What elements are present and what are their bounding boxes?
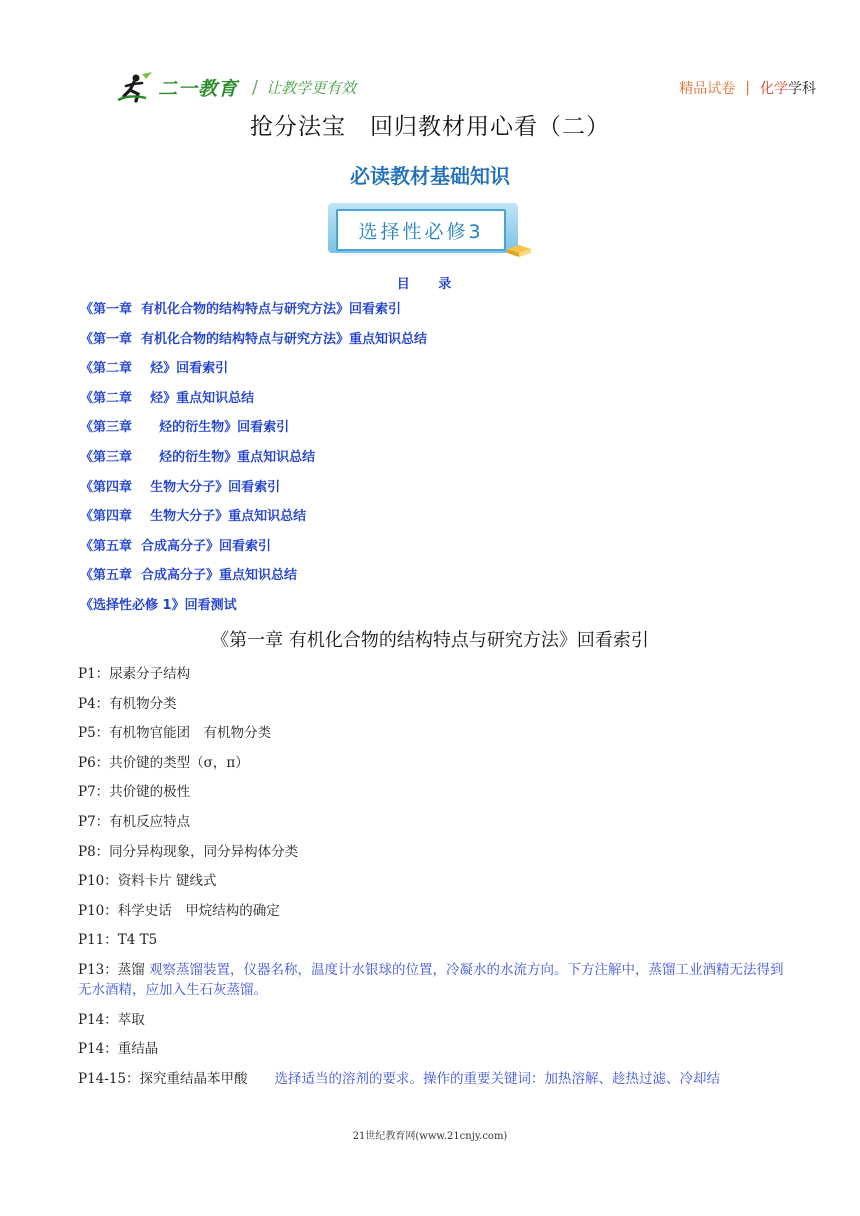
entry-page: P5：有机物官能团 有机物分类 — [78, 725, 272, 742]
entry-page: P14：萃取 — [78, 1011, 145, 1028]
entry-note: 选择适当的溶剂的要求。操作的重要关键词：加热溶解、趁热过滤、冷却结 — [274, 1070, 721, 1087]
volume-banner — [328, 203, 532, 261]
brand-logo — [116, 70, 356, 104]
index-entry — [78, 812, 788, 832]
entry-note: 观察蒸馏装置，仪器名称，温度计水银球的位置，冷凝水的水流方向。下方注解中，蒸馏工业酒精无法得到无水酒精，应加入生石灰蒸馏。 — [78, 961, 784, 998]
chapter-heading: 《第一章 有机化合物的结构特点与研究方法》回看索引 — [211, 630, 649, 651]
entry-page: P7：有机反应特点 — [78, 813, 191, 830]
toc-link[interactable]: 《第四章 生物大分子》重点知识总结 — [80, 509, 307, 525]
index-entry — [78, 1039, 788, 1059]
index-entry — [78, 871, 788, 891]
index-entry — [78, 901, 788, 921]
index-entries — [78, 664, 788, 1098]
running-figure-icon — [116, 70, 156, 104]
entry-page: P1：尿素分子结构 — [78, 666, 191, 682]
logo-text: 二一教育 — [158, 77, 239, 100]
toc-link[interactable]: 《第二章 烃》重点知识总结 — [80, 390, 255, 406]
toc-link[interactable]: 《第三章 烃的衍生物》重点知识总结 — [80, 449, 316, 465]
index-entry — [78, 694, 788, 714]
book-icon — [506, 243, 532, 259]
index-entry — [78, 664, 788, 684]
toc-link[interactable]: 《第五章 合成高分子》回看索引 — [80, 538, 272, 554]
slogan: 让教学更有效 — [266, 78, 357, 97]
toc-link[interactable]: 《第二章 烃》回看索引 — [80, 361, 229, 377]
entry-page: P10：资料卡片 键线式 — [78, 873, 217, 890]
page-header — [0, 68, 860, 108]
entry-page: P10：科学史话 甲烷结构的确定 — [78, 902, 280, 919]
header-subject — [679, 78, 816, 98]
index-entry — [78, 782, 788, 802]
banner-frame — [328, 203, 518, 253]
logo-separator: / — [252, 76, 259, 98]
toc-link[interactable]: 《第一章 有机化合物的结构特点与研究方法》重点知识总结 — [80, 331, 428, 347]
index-entry — [78, 960, 788, 1000]
toc-link[interactable]: 《第四章 生物大分子》回看索引 — [80, 479, 281, 495]
document-title: 抢分法宝 回归教材用心看（二） — [250, 114, 610, 140]
entry-page: P14：重结晶 — [78, 1041, 159, 1058]
entry-page: P8：同分异构现象，同分异构体分类 — [78, 843, 299, 860]
table-of-contents — [80, 300, 427, 626]
subject-label: 化学 — [760, 81, 788, 97]
banner-label: 选择性必修3 — [336, 209, 506, 251]
entry-page: P6：共价键的类型（σ，π） — [78, 754, 249, 771]
index-entry — [78, 753, 788, 773]
subject-suffix: 学科 — [788, 81, 816, 97]
toc-link[interactable]: 《第一章 有机化合物的结构特点与研究方法》回看索引 — [80, 302, 402, 317]
index-entry — [78, 842, 788, 862]
toc-link[interactable]: 《第五章 合成高分子》重点知识总结 — [80, 568, 298, 584]
toc-link[interactable]: 《第三章 烃的衍生物》回看索引 — [80, 420, 290, 436]
entry-page: P14-15：探究重结晶苯甲酸 — [78, 1070, 275, 1087]
page-footer: 21世纪教育网(www.21cnjy.com) — [352, 1131, 508, 1142]
entry-page: P13：蒸馏 — [78, 961, 150, 978]
header-separator: | — [745, 80, 750, 96]
index-entry — [78, 930, 788, 950]
toc-link[interactable]: 《选择性必修 1》回看测试 — [80, 597, 237, 613]
quality-label: 精品试卷 — [679, 81, 736, 97]
toc-heading: 目 录 — [396, 277, 464, 292]
entry-page: P7：共价键的极性 — [78, 784, 191, 801]
index-entry — [78, 1010, 788, 1030]
section-title: 必读教材基础知识 — [350, 164, 510, 188]
entry-page: P11：T4 T5 — [78, 932, 158, 949]
index-entry — [78, 723, 788, 743]
index-entry — [78, 1069, 788, 1089]
entry-page: P4：有机物分类 — [78, 695, 177, 712]
